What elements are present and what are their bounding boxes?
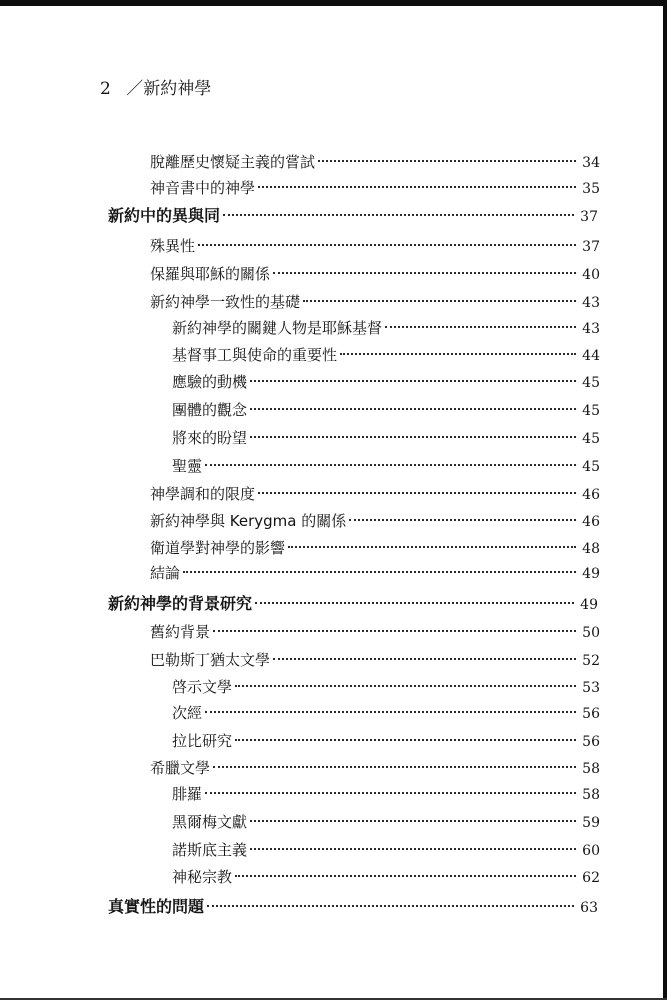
toc-entry-page: 45 xyxy=(582,403,600,419)
toc-entry-title: 神學調和的限度 xyxy=(150,485,256,503)
toc-entry-title: 保羅與耶穌的關係 xyxy=(150,265,271,283)
toc-entry xyxy=(172,400,600,420)
toc-dot-leader xyxy=(235,739,576,741)
toc-dot-leader xyxy=(235,875,576,877)
toc-entry-page: 35 xyxy=(582,181,600,197)
toc-dot-leader xyxy=(273,272,576,274)
toc-entry-page: 43 xyxy=(582,321,600,337)
toc-dot-leader xyxy=(235,685,576,687)
toc-entry-page: 45 xyxy=(582,375,600,391)
toc-entry xyxy=(150,178,600,198)
toc-entry xyxy=(108,594,598,614)
toc-entry-title: 新約中的異與同 xyxy=(108,206,221,225)
toc-entry-title: 結論 xyxy=(150,564,181,582)
toc-entry-title: 基督事工與使命的重要性 xyxy=(172,346,338,364)
toc-entry-page: 58 xyxy=(582,787,600,803)
toc-dot-leader xyxy=(258,492,576,494)
toc-entry-title: 真實性的問題 xyxy=(108,897,205,916)
page-number: 2 xyxy=(100,79,111,99)
toc-entry-title: 新約神學一致性的基礎 xyxy=(150,293,301,311)
toc-entry-title: 巴勒斯丁猶太文學 xyxy=(150,651,271,669)
toc-entry xyxy=(150,236,600,256)
toc-entry-page: 46 xyxy=(582,487,600,503)
toc-entry xyxy=(172,731,600,751)
toc-entry-page: 63 xyxy=(580,900,598,916)
toc-entry-page: 58 xyxy=(582,761,600,777)
toc-entry-page: 43 xyxy=(582,295,600,311)
toc-entry xyxy=(108,206,598,226)
toc-entry-title: 啓示文學 xyxy=(172,678,233,696)
toc-entry-page: 60 xyxy=(582,843,600,859)
toc-entry-page: 48 xyxy=(582,541,600,557)
toc-dot-leader xyxy=(183,571,576,573)
toc-entry-title: 脫離歷史懷疑主義的嘗試 xyxy=(150,153,316,171)
toc-entry xyxy=(172,372,600,392)
toc-entry-title: 殊異性 xyxy=(150,237,196,255)
toc-entry xyxy=(150,152,600,172)
toc-dot-leader xyxy=(223,214,574,216)
toc-entry-title: 新約神學的背景研究 xyxy=(108,594,253,613)
toc-entry xyxy=(172,345,600,365)
toc-entry xyxy=(172,867,600,887)
toc-dot-leader xyxy=(258,186,576,188)
toc-entry xyxy=(150,650,600,670)
toc-entry-page: 56 xyxy=(582,734,600,750)
toc-entry xyxy=(150,511,600,531)
toc-entry xyxy=(150,563,600,583)
toc-entry xyxy=(150,264,600,284)
toc-entry-page: 53 xyxy=(582,680,600,696)
toc-entry xyxy=(108,897,598,917)
toc-entry xyxy=(172,677,600,697)
toc-entry-title: 新約神學的關鍵人物是耶穌基督 xyxy=(172,319,383,337)
toc-entry-title: 諾斯底主義 xyxy=(172,841,248,859)
toc-dot-leader xyxy=(250,848,576,850)
toc-dot-leader xyxy=(250,436,576,438)
toc-dot-leader xyxy=(207,905,574,907)
toc-dot-leader xyxy=(213,630,576,632)
toc-entry-title: 團體的觀念 xyxy=(172,401,248,419)
toc-entry-title: 應驗的動機 xyxy=(172,373,248,391)
toc-dot-leader xyxy=(250,408,576,410)
toc-dot-leader xyxy=(288,546,576,548)
toc-dot-leader xyxy=(385,326,576,328)
toc-entry-page: 37 xyxy=(580,209,598,225)
toc-entry-title: 新約神學與 Kerygma 的關係 xyxy=(150,512,347,530)
toc-entry-page: 50 xyxy=(582,625,600,641)
toc-entry-page: 56 xyxy=(582,706,600,722)
toc-dot-leader xyxy=(318,160,576,162)
toc-entry-page: 46 xyxy=(582,514,600,530)
toc-dot-leader xyxy=(205,711,576,713)
toc-dot-leader xyxy=(213,766,576,768)
toc-entry-title: 拉比研究 xyxy=(172,732,233,750)
toc-dot-leader xyxy=(205,792,576,794)
toc-entry xyxy=(172,703,600,723)
toc-entry xyxy=(150,484,600,504)
header-separator: ／ xyxy=(126,79,144,99)
toc-entry-page: 52 xyxy=(582,653,600,669)
toc-entry-page: 34 xyxy=(582,155,600,171)
toc-entry-page: 49 xyxy=(582,566,600,582)
toc-entry-title: 腓羅 xyxy=(172,785,203,803)
toc-entry-page: 37 xyxy=(582,239,600,255)
toc-entry xyxy=(172,812,600,832)
toc-entry xyxy=(172,840,600,860)
toc-entry xyxy=(172,456,600,476)
toc-dot-leader xyxy=(255,602,574,604)
toc-dot-leader xyxy=(198,244,576,246)
toc-entry xyxy=(150,292,600,312)
toc-dot-leader xyxy=(340,353,576,355)
toc-entry-title: 次經 xyxy=(172,704,203,722)
toc-entry-title: 神秘宗教 xyxy=(172,868,233,886)
toc-dot-leader xyxy=(303,300,576,302)
toc-dot-leader xyxy=(349,519,576,521)
toc-entry-title: 衛道學對神學的影響 xyxy=(150,539,286,557)
toc-entry-page: 45 xyxy=(582,459,600,475)
book-title: 新約神學 xyxy=(143,79,212,99)
toc-entry xyxy=(172,784,600,804)
toc-dot-leader xyxy=(250,380,576,382)
toc-entry-page: 62 xyxy=(582,870,600,886)
toc-entry-page: 44 xyxy=(582,348,600,364)
toc-entry-page: 40 xyxy=(582,267,600,283)
toc-entry xyxy=(150,622,600,642)
toc-entry-title: 舊約背景 xyxy=(150,623,211,641)
toc-entry-title: 黑爾梅文獻 xyxy=(172,813,248,831)
toc-entry-page: 45 xyxy=(582,431,600,447)
toc-entry xyxy=(150,538,600,558)
toc-entry-page: 59 xyxy=(582,815,600,831)
toc-entry-page: 49 xyxy=(580,597,598,613)
toc-entry-title: 聖靈 xyxy=(172,457,203,475)
toc-dot-leader xyxy=(250,820,576,822)
toc-entry xyxy=(172,428,600,448)
toc-entry-title: 將來的盼望 xyxy=(172,429,248,447)
toc-entry-title: 神音書中的神學 xyxy=(150,179,256,197)
toc-entry xyxy=(172,318,600,338)
toc-dot-leader xyxy=(205,464,576,466)
toc-entry xyxy=(150,758,600,778)
toc-dot-leader xyxy=(273,658,576,660)
toc-entry-title: 希臘文學 xyxy=(150,759,211,777)
